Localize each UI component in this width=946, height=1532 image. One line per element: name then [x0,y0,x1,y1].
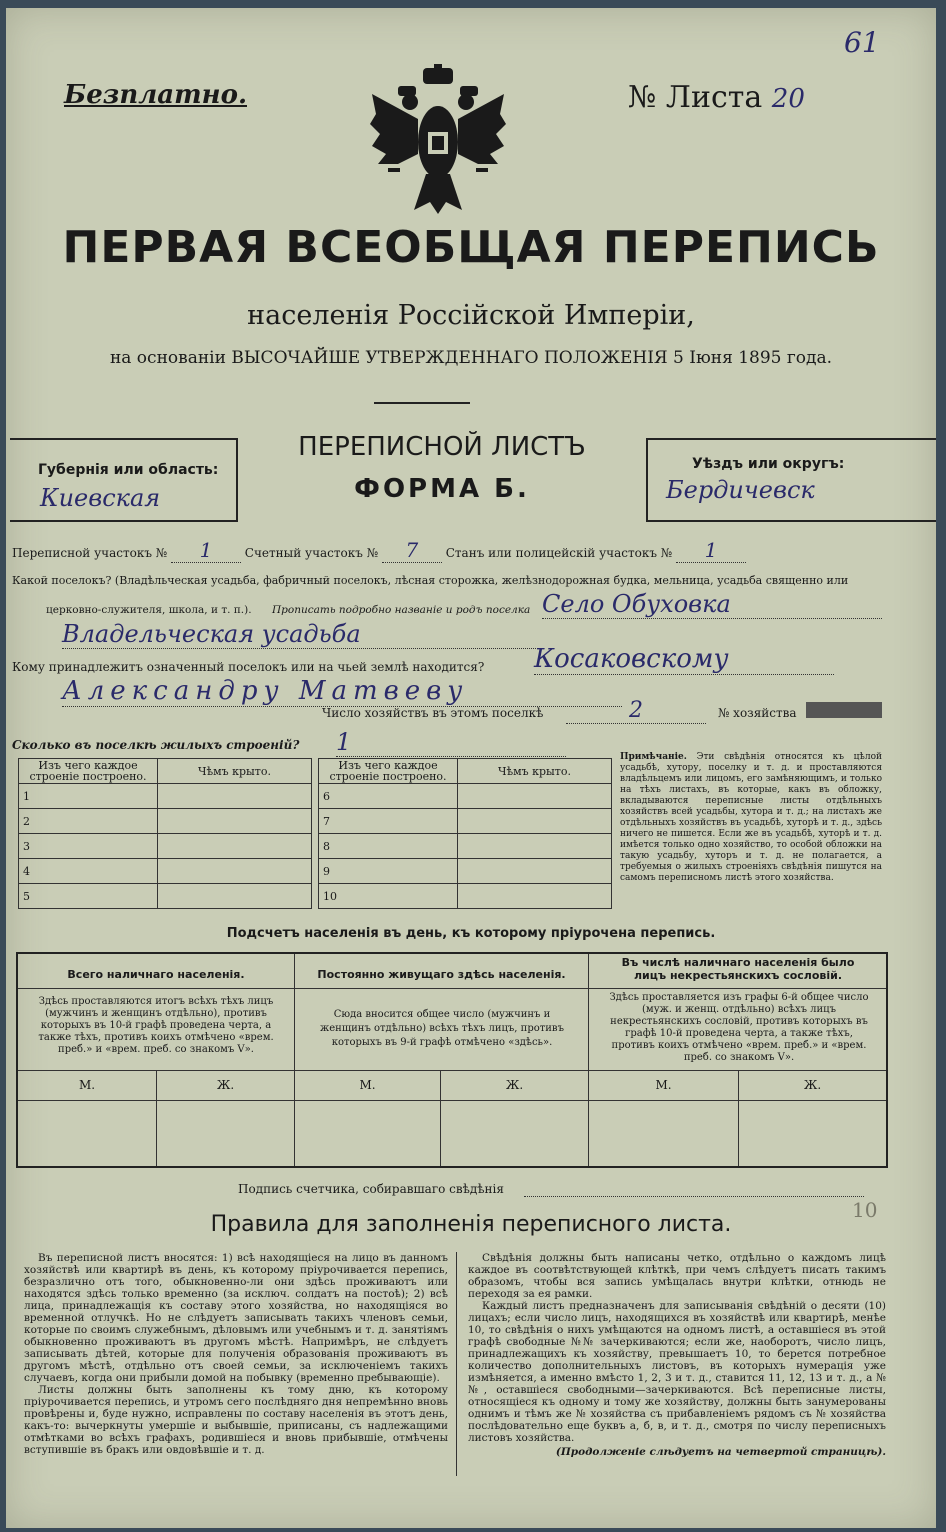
count-m-2: М. [359,1078,376,1092]
household-no-stamp [806,702,882,718]
signature-label: Подпись счетчика, собиравшаго свѣдѣнія [238,1182,504,1196]
uchastok-row [12,538,922,560]
uezd-label: Уѣздъ или округъ: [692,456,845,472]
signature-line [524,1196,864,1197]
households-label: Число хозяйствъ въ этомъ поселкѣ [322,706,544,720]
count-f-1: Ж. [216,1078,235,1092]
owner-label: Кому принадлежитъ означенный поселокъ или на чьей землѣ находится? [12,660,485,674]
poselok-label3: Прописать подробно названіе и родъ поселка [272,604,531,616]
buildings-table-left [18,758,312,909]
count-m-3: М. [655,1078,672,1092]
count-col3-text: Здѣсь проставляется изъ графы 6-й общее число (муж. и женщ. отдѣльно) всѣхъ лицъ некрестьянскихъ сословій, противъ которыхъ въ графѣ 10-й проведена черта, а также тѣхъ, противъ коихъ отмѣчено «врем. преб.» и «врем. преб. со знакомъ V». [609,992,869,1063]
count-col1-title: Всего наличнаго населенія. [67,968,245,981]
schetny-label: Счетный участокъ № [244,546,379,560]
count-table [16,952,888,1168]
corner-number: 61 [844,26,880,59]
note-title: Примѣчаніе. [620,752,687,762]
perepis-uchastok-label: Переписной участокъ № [12,546,168,560]
sheet-number-value: 20 [771,84,805,114]
subtitle: населенія Россійской Имперіи, [247,300,695,331]
building-row-num: 9 [319,859,458,884]
poselok-label: Какой поселокъ? (Владѣльческая усадьба, фабричный поселокъ, лѣсная сторожка, желѣзнодорожная будка, мельница, усадьба священно или [12,574,849,587]
households-value: 2 [566,698,706,724]
buildings-col-roof: Чѣмъ крыто. [458,759,612,784]
form-title: ПЕРЕПИСНОЙ ЛИСТЪ [298,432,586,462]
census-sheet [6,8,936,1528]
building-row-num: 4 [19,859,158,884]
sheet-number-label: № Листа [628,80,763,115]
poselok-label2: церковно-служителя, школа, и т. п.). [46,604,252,616]
note-text: Эти свѣдѣнія относятся къ цѣлой усадьбѣ, хутору, поселку и т. д. и проставляются владѣльцемъ или лицомъ, его замѣняющимъ, и только на тѣхъ листахъ, въ которые, какъ въ обложку, вкладываются переписные листы отдѣльныхъ хозяйствъ всей усадьбы, хутора и т. д.; на листахъ же отдѣльныхъ хозяйствъ въ усадьбѣ, хуторѣ и т. д., здѣсь ничего не пишется. Если же въ усадьбѣ, хуторѣ и т. д. имѣется только одно хозяйство, то особой обложки на такую усадьбу, хуторъ и т. д. не полагается, а требуемыя о жилыхъ строеніяхъ свѣдѣнія пишутся на самомъ переписномъ листѣ этого хозяйства. [620,752,882,883]
rules-heading: Правила для заполненія переписного листа. [210,1212,732,1237]
buildings-col-roof: Чѣмъ крыто. [158,759,312,784]
imperial-eagle-icon [368,64,508,214]
gubernia-box [10,438,238,522]
rules-right-p1: Свѣдѣнія должны быть написаны четко, отдѣльно о каждомъ лицѣ каждое въ соотвѣтствующей клѣткѣ, при чемъ слѣдуетъ писать такимъ образомъ, чтобы вся запись умѣщалась внутри клѣтки, отнюдь не переходя за ея рамки. [468,1252,886,1300]
form-subtitle: ФОРМА Б. [354,474,530,504]
rules-left-p2: Листы должны быть заполнены къ тому дню, къ которому пріурочивается перепись, и утромъ сего послѣдняго дня непремѣнно вновь провѣрены и, буде нужно, исправлены по составу населенія въ этотъ день, какъ-то: вычеркнуты умершіе и выбывшіе, приписаны, съ надлежащими отмѣтками во всѣхъ графахъ, родившіеся и вновь прибывшіе, отмѣчены вступившіе въ бракъ или овдовѣвшіе и т. д. [24,1384,448,1456]
stan-label: Станъ или полицейскій участокъ № [445,546,673,560]
schetny-value: 7 [382,538,442,563]
count-col2-text: Сюда вносится общее число (мужчинъ и женщинъ отдѣльно) всѣхъ тѣхъ лицъ, противъ которыхъ въ 9-й графѣ отмѣчено «здѣсь». [320,1009,564,1048]
rules-right [468,1252,886,1458]
uezd-box [646,438,936,522]
household-no-label: № хозяйства [718,706,797,720]
building-row-num: 2 [19,809,158,834]
buildings-col-material: Изъ чего каждое строеніе построено. [319,759,458,784]
count-heading: Подсчетъ населенія въ день, къ которому пріурочена перепись. [226,926,716,941]
rules-left [24,1252,448,1456]
building-row-num: 1 [19,784,158,809]
count-col1-text: Здѣсь проставляются итогъ всѣхъ тѣхъ лицъ (мужчинъ и женщинъ отдѣльно), противъ которыхъ въ 10-й графѣ проведена черта, а также тѣхъ, противъ коихъ отмѣчено «врем. преб.» и «врем. преб. со знакомъ V». [38,996,274,1055]
gubernia-label: Губернія или область: [38,462,219,478]
poselok-value1: Село Обуховка [542,590,882,619]
rules-divider [456,1252,457,1476]
building-row-num: 5 [19,884,158,909]
building-row-num: 8 [319,834,458,859]
perepis-uchastok-value: 1 [171,538,241,563]
owner-value1: Косаковскому [534,644,834,675]
side-mark: 10 [852,1198,878,1222]
buildings-col-material: Изъ чего каждое строеніе построено. [19,759,158,784]
count-f-2: Ж. [505,1078,524,1092]
buildings-value: 1 [336,728,566,757]
building-row-num: 7 [319,809,458,834]
poselok-value2: Владельческая усадьба [62,620,542,649]
count-f-3: Ж. [803,1078,822,1092]
free-label: Безплатно. [64,80,247,110]
page-title: ПЕРВАЯ ВСЕОБЩАЯ ПЕРЕПИСЬ [62,222,880,273]
building-row-num: 6 [319,784,458,809]
gubernia-value: Киевская [40,484,161,512]
rules-left-p1: Въ переписной листъ вносятся: 1) всѣ находящіеся на лицо въ данномъ хозяйствѣ или квартирѣ въ день, къ которому пріурочивается перепись, безразлично отъ того, обыкновенно-ли они здѣсь проживаютъ или находятся здѣсь только временно (за исключ. солдатъ на постоѣ); 2) всѣ лица, принадлежащія къ составу этого хозяйства, но находящіяся во временной отлучкѣ. Но не слѣдуетъ записывать такихъ членовъ семьи, которые по своимъ служебнымъ, дѣловымъ или учебнымъ и т. д. занятіямъ обыкновенно проживаютъ въ другомъ мѣстѣ. Напримѣръ, не слѣдуетъ записывать дѣтей, которые для полученія образованія проживаютъ въ другомъ мѣстѣ, отдѣльно отъ своей семьи, за исключеніемъ такихъ случаевъ, когда они прибыли домой на побывку (временно пребывающіе). [24,1252,448,1384]
buildings-label: Сколько въ поселкѣ жилыхъ строеній? [12,738,300,752]
count-col2-title: Постоянно живущаго здѣсь населенія. [317,968,566,981]
sheet-number [628,80,805,115]
uezd-value: Бердичевск [666,476,815,504]
count-col3-title: Въ числѣ наличнаго населенія было лицъ некрестьянскихъ сословій. [621,956,855,982]
stan-value: 1 [676,538,746,563]
building-row-num: 3 [19,834,158,859]
decree-line: на основаніи ВЫСОЧАЙШЕ УТВЕРЖДЕННАГО ПОЛОЖЕНІЯ 5 Іюня 1895 года. [109,348,833,368]
buildings-table-right [318,758,612,909]
owner-value2: Александру Матвеву [62,676,622,707]
buildings-note [620,752,882,884]
rules-continued: (Продолженіе слѣдуетъ на четвертой страницѣ). [555,1446,886,1458]
building-row-num: 10 [319,884,458,909]
title-divider [374,402,470,404]
rules-right-p2: Каждый листъ предназначенъ для записыванія свѣдѣній о десяти (10) лицахъ; если число лицъ, находящихся въ хозяйствѣ или квартирѣ, менѣе 10, то свѣдѣнія о нихъ умѣщаются на одномъ листѣ, а оставшіеся въ этой графѣ свободные №№ зачеркиваются; если же, наоборотъ, число лицъ, принадлежащихъ къ хозяйству, превышаетъ 10, то берется потребное количество дополнительныхъ листовъ, въ которыхъ нумерація уже измѣняется, а именно вмѣсто 1, 2, 3 и т. д., ставится 11, 12, 13 и т. д., а №№, оставшіеся свободными—зачеркиваются. Всѣ переписные листы, относящіеся къ одному и тому же хозяйству, должны быть занумерованы однимъ и тѣмъ же № хозяйства съ прибавленіемъ рядомъ съ № хозяйства послѣдовательно еще буквъ а, б, в, и т. д., смотря по числу переписныхъ листовъ хозяйства. [468,1300,886,1444]
count-m-1: М. [78,1078,96,1092]
